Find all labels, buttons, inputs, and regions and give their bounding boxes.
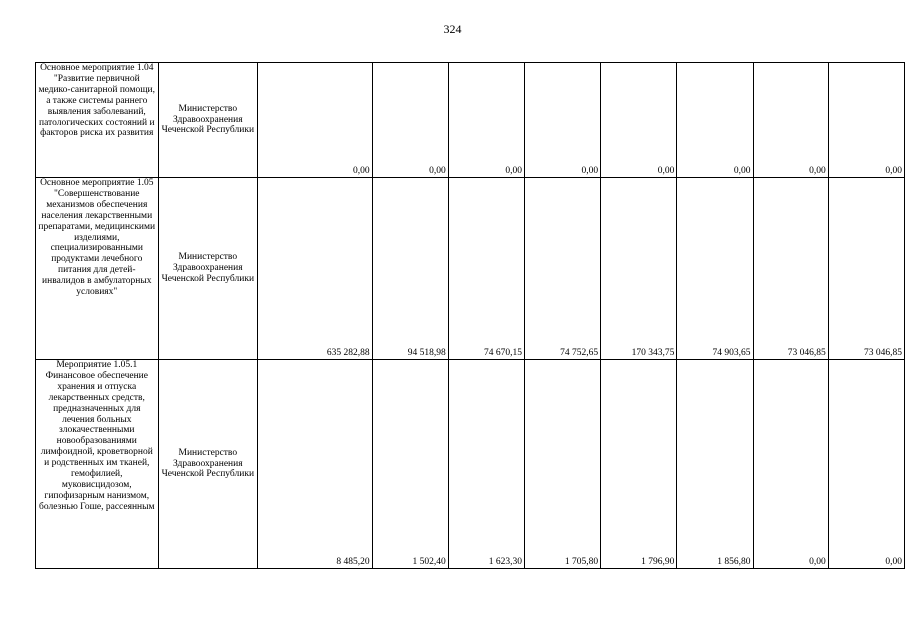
value-cell: 0,00 (601, 63, 677, 178)
value-cell: 1 623,30 (448, 360, 524, 569)
activity-name-cell: Мероприятие 1.05.1 Финансовое обеспечение хранения и отпуска лекарственных средств, предназначенных для лечения больных злокачественными новообразованиями лимфоидной, кроветворной и родственных им тканей, гемофилией, муковисцидозом, гипофизарным нанизмом, болезнью Гоше, рассеянным (36, 360, 159, 569)
value-cell: 73 046,85 (828, 178, 904, 360)
value-cell: 0,00 (828, 360, 904, 569)
activity-name-cell: Основное мероприятие 1.05 "Совершенствование механизмов обеспечения населения лекарственными препаратами, медицинскими изделиями, специализированными продуктами лечебного питания для детей-инвалидов в амбулаторных условиях" (36, 178, 159, 360)
value-cell: 1 502,40 (372, 360, 448, 569)
value-cell: 0,00 (753, 63, 828, 178)
executor-cell: Министерство Здравоохранения Чеченской Республики (158, 178, 258, 360)
value-cell: 94 518,98 (372, 178, 448, 360)
value-cell: 0,00 (828, 63, 904, 178)
page-number: 324 (443, 22, 462, 36)
value-cell: 74 752,65 (524, 178, 600, 360)
value-cell: 1 856,80 (677, 360, 753, 569)
executor-cell: Министерство Здравоохранения Чеченской Республики (158, 360, 258, 569)
table-row (36, 63, 905, 178)
value-cell: 74 670,15 (448, 178, 524, 360)
value-cell: 0,00 (524, 63, 600, 178)
budget-table (35, 62, 905, 569)
value-cell: 0,00 (372, 63, 448, 178)
table-row (36, 360, 905, 569)
value-cell: 0,00 (448, 63, 524, 178)
value-cell: 73 046,85 (753, 178, 828, 360)
value-cell: 74 903,65 (677, 178, 753, 360)
value-cell: 635 282,88 (258, 178, 373, 360)
value-cell: 8 485,20 (258, 360, 373, 569)
value-cell: 1 705,80 (524, 360, 600, 569)
value-cell: 170 343,75 (601, 178, 677, 360)
executor-cell: Министерство Здравоохранения Чеченской Республики (158, 63, 258, 178)
table-row (36, 178, 905, 360)
value-cell: 0,00 (677, 63, 753, 178)
activity-name-cell: Основное мероприятие 1.04 "Развитие первичной медико-санитарной помощи, а также системы раннего выявления заболеваний, патологических состояний и факторов риска их развития (36, 63, 159, 178)
value-cell: 0,00 (753, 360, 828, 569)
value-cell: 0,00 (258, 63, 373, 178)
value-cell: 1 796,90 (601, 360, 677, 569)
